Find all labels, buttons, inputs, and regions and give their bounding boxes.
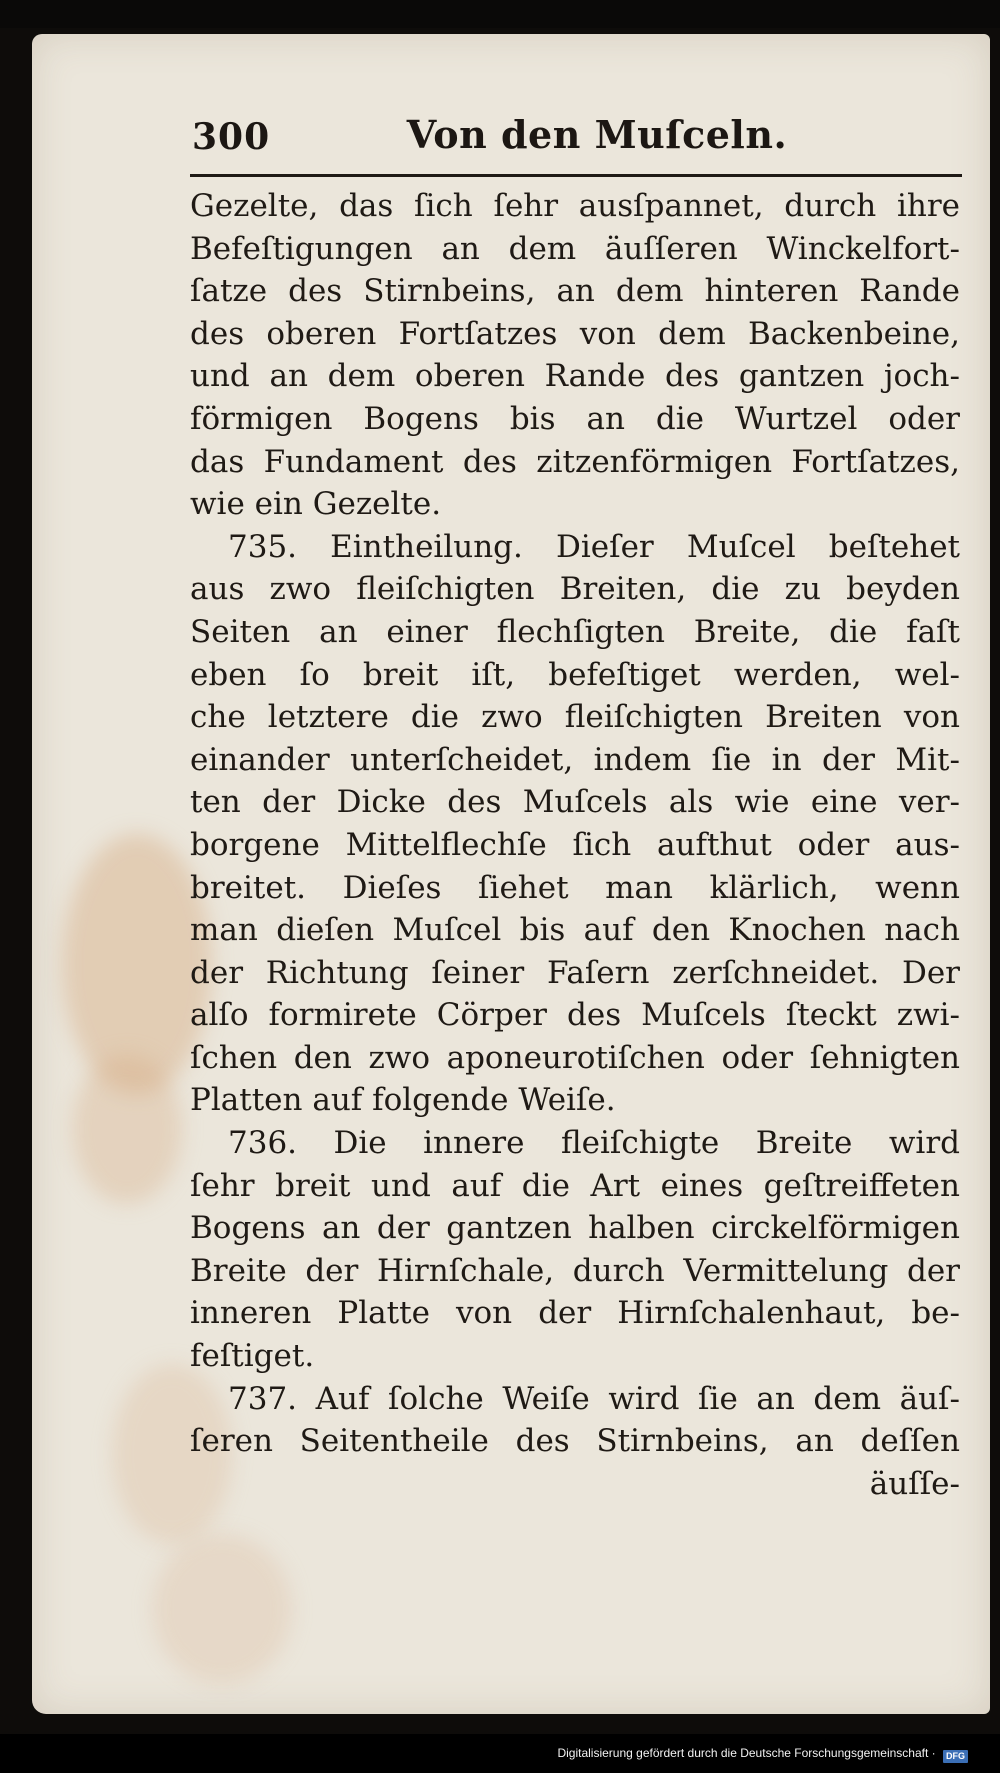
digitization-credit [557,1746,968,1763]
text-line: Platten auf folgende Weiſe. [190,1082,616,1119]
running-title: Von den Muſceln. [406,112,788,157]
catchword: äuſſe- [869,1465,960,1502]
text-line: feſtiget. [190,1338,315,1375]
text-line: ſatze des Stirnbeins, an dem hinteren Rande [190,273,960,310]
body-text [190,185,960,1505]
header-rule [190,174,962,177]
text-line: ſchen den zwo aponeurotiſchen oder ſehnigten [190,1039,960,1076]
text-line: 737. Auf ſolche Weiſe wird ſie an dem äuſ- [228,1380,960,1417]
text-line: man dieſen Muſcel bis auf den Knochen nach [190,912,960,949]
text-line: borgene Mittelflechſe ſich aufthut oder aus- [190,826,960,863]
text-line: Seiten an einer flechſigten Breite, die faſt [190,613,960,650]
text-line: einander unterſcheidet, indem ſie in der Mit- [190,741,960,778]
foxing-stain [72,1054,182,1204]
page-number: 300 [192,116,271,158]
text-line: Befeſtigungen an dem äuſſeren Winckelfort- [190,230,960,267]
text-line: che letztere die zwo fleiſchigten Breiten von [190,699,960,736]
text-line: alſo formirete Cörper des Muſcels ſteckt zwi- [190,997,960,1034]
text-line: des oberen Fortſatzes von dem Backenbeine, [190,315,960,352]
text-line: und an dem oberen Rande des gantzen joch- [190,358,960,395]
text-line: wie ein Gezelte. [190,486,442,523]
text-line: Bogens an der gantzen halben circkelförmigen [190,1210,960,1247]
text-line: Breite der Hirnſchale, durch Vermittelung der [190,1252,960,1289]
running-head [192,112,962,162]
text-line: förmigen Bogens bis an die Wurtzel oder [190,400,960,437]
text-line: Gezelte, das ſich ſehr ausſpannet, durch ihre [190,188,960,224]
text-line: ſeren Seitentheile des Stirnbeins, an deſſen [190,1423,960,1460]
text-line: inneren Platte von der Hirnſchalenhaut, be- [190,1295,960,1332]
text-line: 735. Eintheilung. Dieſer Muſcel beſtehet [228,528,960,565]
foxing-stain [152,1534,292,1684]
text-line: breitet. Dieſes ſiehet man klärlich, wenn [190,869,960,906]
text-line: ſehr breit und auf die Art eines geſtreiffeten [190,1167,960,1204]
text-line: das Fundament des zitzenförmigen Fortſatzes, [190,443,960,480]
text-line: ten der Dicke des Muſcels als wie eine ver- [190,784,960,821]
dfg-logo: DFG [943,1750,968,1763]
text-line: eben ſo breit iſt, befeſtiget werden, wel- [190,656,960,693]
text-line: der Richtung ſeiner Faſern zerſchneidet. Der [190,954,960,991]
digitization-footer [0,1734,1000,1773]
text-line: 736. Die innere fleiſchigte Breite wird [228,1125,960,1162]
text-line: aus zwo fleiſchigten Breiten, die zu beyden [190,571,960,608]
scan-top-edge [0,0,1000,28]
credit-text: Digitalisierung gefördert durch die Deutsche Forschungsgemeinschaft · [557,1746,936,1760]
